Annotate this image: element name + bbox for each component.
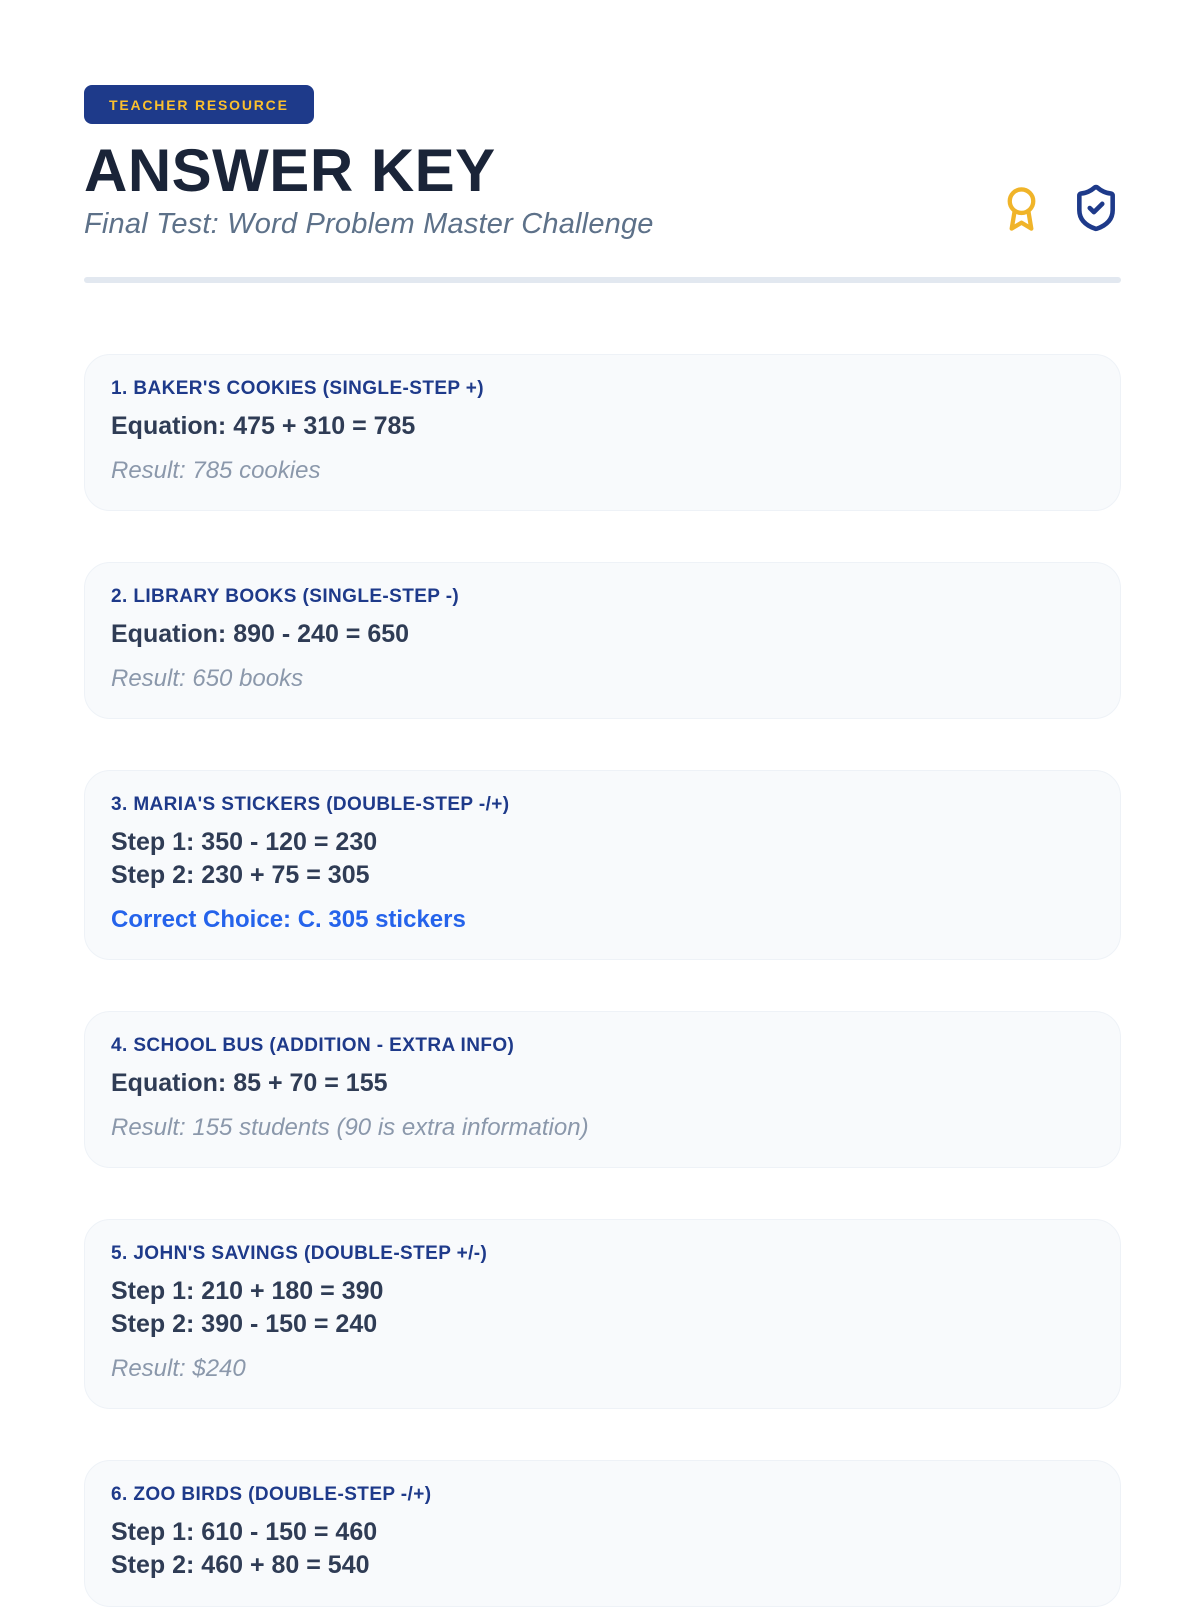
answer-equation-line: Equation: 85 + 70 = 155 xyxy=(111,1068,388,1097)
answer-card xyxy=(84,1219,1121,1409)
award-ribbon-icon xyxy=(998,184,1045,239)
page-subtitle: Final Test: Word Problem Master Challenge xyxy=(84,207,654,240)
header-text-block xyxy=(84,85,654,241)
answer-lines xyxy=(111,410,1094,443)
answer-key-page xyxy=(84,0,1121,1607)
answer-result: Result: 155 students (90 is extra information) xyxy=(111,1113,589,1141)
answer-title: 2. LIBRARY BOOKS (SINGLE-STEP -) xyxy=(111,585,460,607)
answer-card xyxy=(84,354,1121,511)
page-title: ANSWER KEY xyxy=(84,137,496,204)
answer-list xyxy=(84,354,1121,1607)
page-header xyxy=(84,85,1121,241)
answer-title: 4. SCHOOL BUS (ADDITION - EXTRA INFO) xyxy=(111,1034,515,1056)
answer-lines xyxy=(111,618,1094,651)
answer-card xyxy=(84,1460,1121,1607)
answer-card xyxy=(84,562,1121,719)
answer-equation-line: Step 2: 390 - 150 = 240 xyxy=(111,1309,378,1338)
teacher-resource-badge: TEACHER RESOURCE xyxy=(84,85,314,124)
answer-lines xyxy=(111,1067,1094,1100)
shield-check-icon xyxy=(1071,182,1121,239)
answer-equation-line: Step 1: 610 - 150 = 460 xyxy=(111,1517,378,1546)
answer-equation-line: Equation: 475 + 310 = 785 xyxy=(111,411,416,440)
answer-title: 5. JOHN'S SAVINGS (DOUBLE-STEP +/-) xyxy=(111,1242,488,1264)
answer-equation-line: Equation: 890 - 240 = 650 xyxy=(111,619,410,648)
answer-result: Result: 785 cookies xyxy=(111,456,321,484)
answer-equation-line: Step 1: 350 - 120 = 230 xyxy=(111,827,378,856)
answer-title: 1. BAKER'S COOKIES (SINGLE-STEP +) xyxy=(111,377,485,399)
answer-title: 3. MARIA'S STICKERS (DOUBLE-STEP -/+) xyxy=(111,793,510,815)
answer-lines xyxy=(111,1275,1094,1341)
answer-equation-line: Step 1: 210 + 180 = 390 xyxy=(111,1276,384,1305)
answer-result: Result: 650 books xyxy=(111,664,304,692)
answer-card xyxy=(84,770,1121,960)
answer-card xyxy=(84,1011,1121,1168)
answer-equation-line: Step 2: 230 + 75 = 305 xyxy=(111,860,370,889)
answer-lines xyxy=(111,826,1094,892)
answer-result: Result: $240 xyxy=(111,1354,246,1382)
answer-result: Correct Choice: C. 305 stickers xyxy=(111,905,466,933)
answer-lines xyxy=(111,1516,1094,1582)
answer-title: 6. ZOO BIRDS (DOUBLE-STEP -/+) xyxy=(111,1483,432,1505)
header-divider xyxy=(84,277,1121,283)
answer-equation-line: Step 2: 460 + 80 = 540 xyxy=(111,1550,370,1579)
header-icons xyxy=(998,182,1121,241)
